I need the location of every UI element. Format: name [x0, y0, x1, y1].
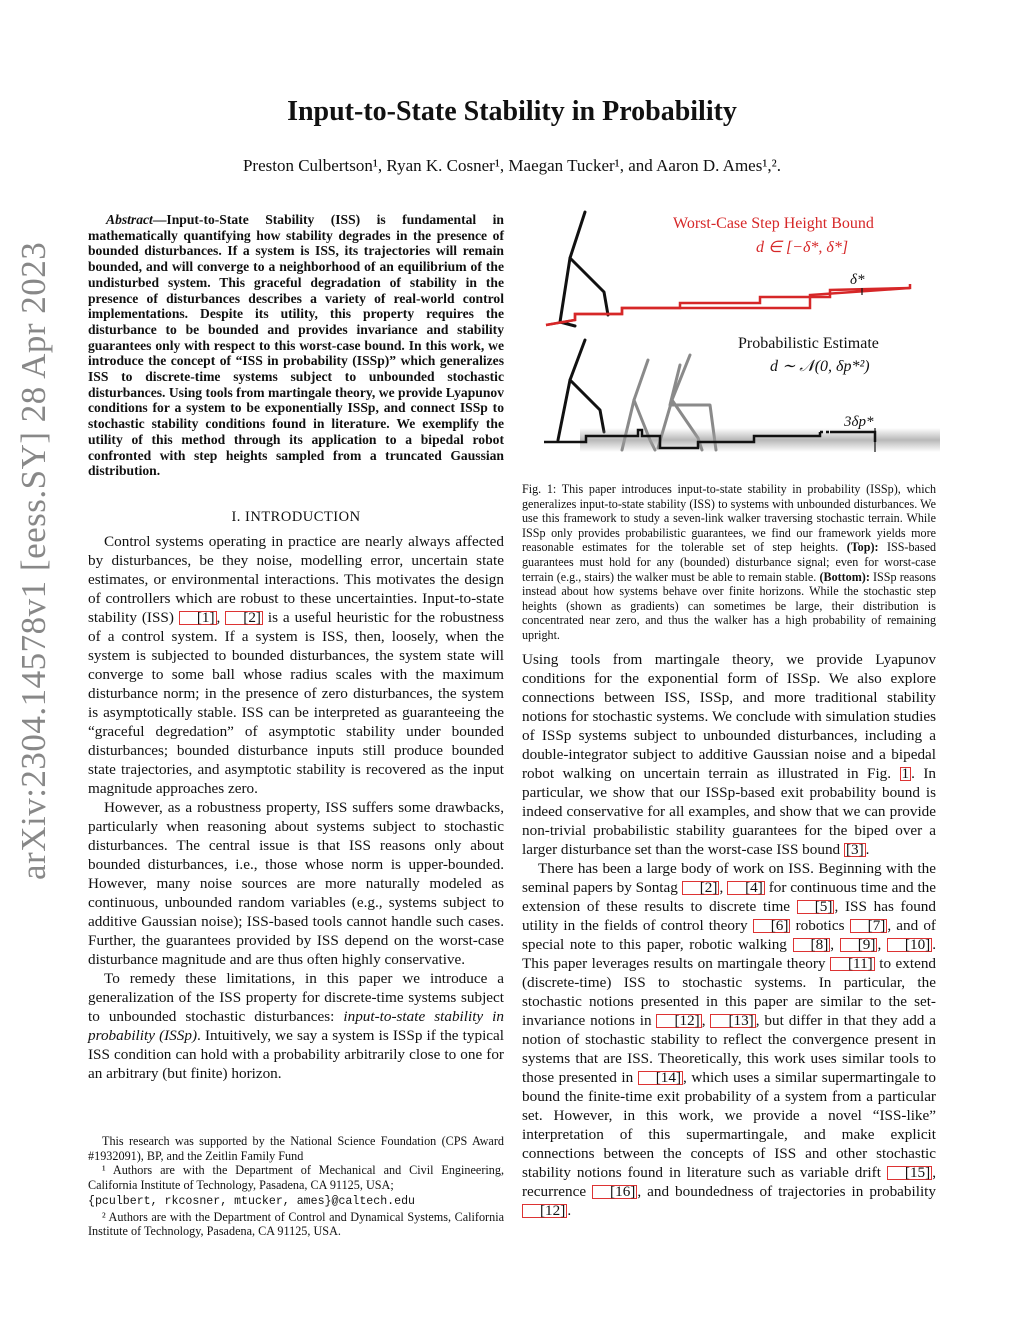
citation-link[interactable]: 1	[901, 765, 910, 782]
citation-link[interactable]: [12]	[656, 1014, 701, 1028]
citation-link[interactable]: [4]	[727, 881, 765, 895]
citation-link[interactable]: [7]	[850, 919, 888, 933]
citation-link[interactable]: [10]	[887, 938, 932, 952]
intro-paragraph-2: However, as a robustness property, ISS suffers some drawbacks, particularly when reasoning about systems subject to stochastic disturbances. The central issue is that ISS reasons only about bounded disturbances, i.e., those whose norm is upper-bounded. However, many noise sources are more naturally modeled as continuous, unbounded random variables (e.g., systems subject to additive Gaussian noise); ISS-based tools cannot handle such cases. Further, the guarantees provided by ISS depend on the worst-case disturbance magnitude and are thus often highly conservative.	[88, 799, 504, 968]
worst-case-set: d ∈ [−δ*, δ*]	[756, 239, 849, 256]
citation-link[interactable]: [3]	[845, 841, 864, 858]
worst-case-terrain	[546, 288, 910, 325]
footnote-funding: This research was supported by the National Science Foundation (CPS Award #1932091), BP, and the Zeitlin Family Fund	[88, 1134, 504, 1163]
right-body	[522, 650, 936, 1220]
worst-case-label: Worst-Case Step Height Bound	[673, 215, 874, 232]
probabilistic-distribution: d ∼ 𝒩(0, δp*²)	[770, 358, 870, 375]
section-heading-introduction: I. INTRODUCTION	[231, 509, 361, 525]
intro-body	[88, 532, 504, 1083]
arxiv-stamp: arXiv:2304.14578v1 [eess.SY] 28 Apr 2023	[14, 241, 53, 880]
worst-case-delta: δ*	[850, 272, 865, 288]
citation-link[interactable]: [12]	[522, 1204, 567, 1218]
abstract-text: —Input-to-State Stability (ISS) is fundamental in mathematically quantifying how stability degrades in the presence of bounded disturbances. If a system is ISS, its trajectories will remain bounded, and will converge to a neighborhood of an equilibrium of the undisturbed system. This graceful degradation of stability in the presence of disturbances describes a variety of real-world control implementations. Despite its utility, this property requires the disturbance to be bounded and provides invariance and stability guarantees only with respect to this worst-case bound. In this work, we introduce the concept of “ISS in probability (ISSp)” which generalizes ISS to discrete-time systems subject to unbounded stochastic disturbances. Using tools from martingale theory, we provide Lyapunov conditions for a system to be exponentially ISSp, and connect ISSp to stochastic stability conditions found in literature. We exemplify the utility of this method through its application to a bipedal robot confronted with step heights sampled from a truncated Gaussian distribution.	[88, 212, 504, 479]
citation-link[interactable]: [14]	[638, 1071, 683, 1085]
citation-link[interactable]: [6]	[753, 919, 791, 933]
citation-link[interactable]: [9]	[840, 938, 878, 952]
footnote-2: ² Authors are with the Department of Control and Dynamical Systems, California Institute of Technology, Pasadena, CA 91125, USA.	[88, 1209, 504, 1239]
citation-link[interactable]: [8]	[793, 938, 831, 952]
citation-link[interactable]: [5]	[797, 900, 835, 914]
citation-link[interactable]: [1]	[179, 611, 217, 625]
step-height-gradient	[580, 428, 940, 452]
abstract	[88, 212, 504, 479]
citation-link[interactable]: [15]	[887, 1166, 932, 1180]
intro-paragraph-3: To remedy these limitations, in this paper we introduce a generalization of the ISS property for discrete-time systems subject to unbounded stochastic disturbances: input-to-state stability in probability (ISSp). Intuitively, we say a system is ISSp if the typical ISS condition can hold with a probability arbitrarily close to one for an arbitrary (but finite) horizon.	[88, 970, 504, 1082]
footnotes	[88, 1134, 504, 1239]
citation-link[interactable]: [13]	[710, 1014, 755, 1028]
probabilistic-delta: 3δp*	[844, 414, 874, 430]
citation-link[interactable]: [16]	[592, 1185, 637, 1199]
citation-link[interactable]: [2]	[682, 881, 720, 895]
paper-title: Input-to-State Stability in Probability	[287, 96, 737, 127]
abstract-label: Abstract	[106, 212, 153, 227]
right-paragraph-2: There has been a large body of work on ISS. Beginning with the seminal papers by Sontag [2] , [4] for continuous time and the extension of these results to discrete time [5] , ISS has found utility in the fields of control theory [6] robotics [7] , and of special note to this paper, robotic walking [8] , [9] , [10] . This paper leverages results on martingale theory [11] to extend (discrete-time) ISS to stochastic systems. In particular, the stochastic notions presented in this paper are similar to the set-invariance notions in [12] , [13] , but differ in that they add a notion of stochastic stability to reflect the convergence present in systems that are ISS. Theoretically, this work uses similar tools to those presented in [14] , which uses a similar supermartingale to bound the finite-time exit probability of a system from a particular set. However, in this work, we provide a novel “ISS-like” interpretation of this supermartingale, and make explicit connections between the concepts of ISS and other stochastic stability notions found in literature such as variable drift [15] , recurrence [16] , and boundedness of trajectories in probability [12] .	[522, 860, 937, 1219]
figure-1	[530, 200, 940, 472]
walker-bottom-figure	[558, 340, 604, 440]
author-emails: {pculbert, rkcosner, mtucker, ames}@caltech.edu	[88, 1194, 415, 1208]
citation-link[interactable]: [2]	[225, 611, 263, 625]
footnote-1: ¹ Authors are with the Department of Mechanical and Civil Engineering, California Institute of Technology, Pasadena, CA 91125, USA; {pculbert, rkcosner, mtucker, ames}@caltech.edu	[88, 1163, 504, 1208]
paper-authors: Preston Culbertson¹, Ryan K. Cosner¹, Maegan Tucker¹, and Aaron D. Ames¹,².	[242, 156, 782, 175]
probabilistic-label: Probabilistic Estimate	[738, 335, 879, 352]
right-paragraph-1: Using tools from martingale theory, we provide Lyapunov conditions for the exponential form of ISSp. We also explore connections between ISS, ISSp, and more traditional stability notions for stochastic systems. We conclude with simulation studies of ISSp systems subject to unbounded disturbances, including a double-integrator subject to additive Gaussian noise and a bipedal robot walking on uncertain terrain as illustrated in Fig. 1 . In particular, we show that our ISSp-based exit probability bound is indeed conservative for all examples, and show that we can provide non-trivial probabilistic stability guarantees for the biped over a larger disturbance set than the worst-case ISS bound [3] .	[522, 651, 936, 858]
figure-1-caption: Fig. 1: This paper introduces input-to-state stability in probability (ISSp), which generalizes input-to-state stability (ISS) to systems with unbounded disturbances. We use this framework to study a seven-link walker traversing stochastic terrain. While ISSp only provides probabilistic guarantees, we find our framework yields more reasonable estimates for the tolerable set of step heights. (Top): ISS-based guarantees must hold for any (bounded) disturbance signal; even for worst-case terrain (e.g., stairs) the walker must be able to remain stable. (Bottom): ISSp reasons instead about how systems behave over finite horizons. While the stochastic step heights (shown as gradients) can sometimes be large, their distribution is concentrated near zero, and thus the walker has a high probability of remaining upright.	[522, 482, 936, 642]
citation-link[interactable]: [11]	[830, 957, 875, 971]
intro-paragraph-1: Control systems operating in practice are nearly always affected by disturbances, be they noise, modelling error, uncertain state estimates, or environmental interactions. This motivates the design of controllers which are robust to these uncertainties. Input-to-state stability (ISS) [1] , [2] is a useful heuristic for the robustness of a control system. If a system is ISS, then, loosely, when the system is subjected to bounded disturbances, the system state will converge to some ball whose radius scales with the maximum disturbance norm; in the presence of zero disturbances, the system is asymptotically stable. ISS can be interpreted as guaranteeing the “graceful degredation” of asymptotic stability under bounded disturbances; bounded disturbance inputs still produce bounded state trajectories, and asymptotic stability is recovered as the input magnitude approaches zero.	[88, 533, 505, 797]
walker-top-figure	[560, 212, 608, 326]
